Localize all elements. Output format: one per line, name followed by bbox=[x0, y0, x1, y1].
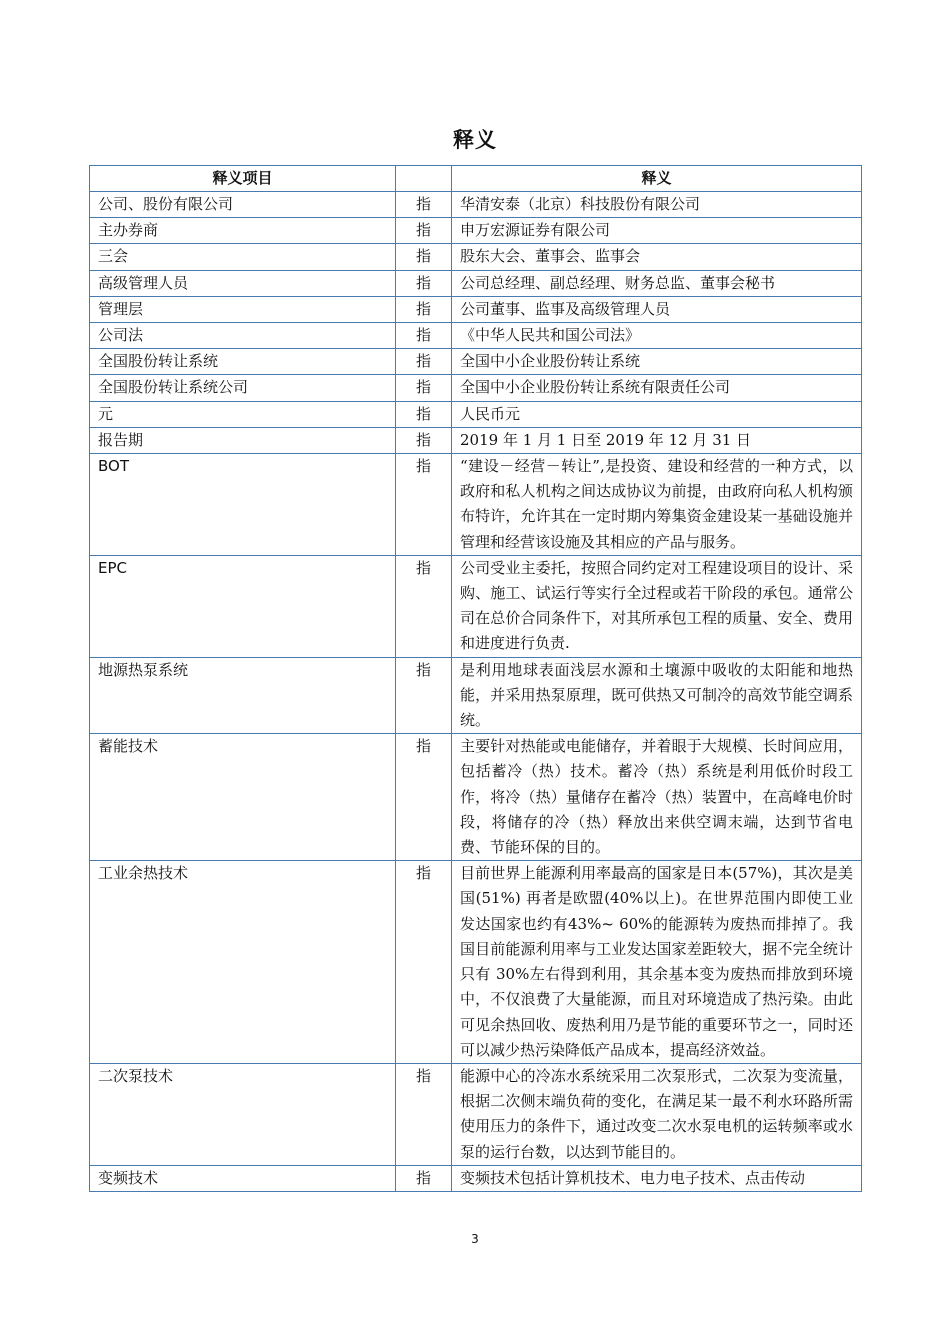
table-row bbox=[90, 349, 862, 375]
zhi-cell: 指 bbox=[396, 192, 452, 218]
page-number: 3 bbox=[471, 1232, 479, 1246]
term-cell: 工业余热技术 bbox=[90, 861, 396, 1064]
definition-cell: “建设－经营－转让”,是投资、建设和经营的一种方式，以政府和私人机构之间达成协议为前提，由政府向私人机构颁布特许，允许其在一定时期内筹集资金建设某一基础设施并管理和经营该设施及其相应的产品与服务。 bbox=[452, 454, 862, 556]
definition-cell: 2019 年 1 月 1 日至 2019 年 12 月 31 日 bbox=[452, 427, 862, 453]
table-row bbox=[90, 218, 862, 244]
term-cell: 主办券商 bbox=[90, 218, 396, 244]
term-cell: EPC bbox=[90, 555, 396, 657]
header-definition: 释义 bbox=[452, 166, 862, 192]
definition-cell: 公司总经理、副总经理、财务总监、董事会秘书 bbox=[452, 270, 862, 296]
table-header-row bbox=[90, 166, 862, 192]
table-row bbox=[90, 454, 862, 556]
definition-cell: 公司受业主委托，按照合同约定对工程建设项目的设计、采购、施工、试运行等实行全过程或若干阶段的承包。通常公司在总价合同条件下，对其所承包工程的质量、安全、费用和进度进行负责. bbox=[452, 555, 862, 657]
definitions-table bbox=[89, 165, 862, 1192]
table-row bbox=[90, 1165, 862, 1191]
definition-cell: 目前世界上能源利用率最高的国家是日本(57%)，其次是美国(51%) 再者是欧盟(40%以上)。在世界范围内即使工业发达国家也约有43%~ 60%的能源转为废热而排掉了。我国目前能源利用率与工业发达国家差距较大，据不完全统计只有 30%左右得到利用，其余基本变为废热而排放到环境中，不仅浪费了大量能源，而且对环境造成了热污染。由此可见余热回收、废热利用乃是节能的重要环节之一，同时还可以减少热污染降低产品成本，提高经济效益。 bbox=[452, 861, 862, 1064]
zhi-cell: 指 bbox=[396, 296, 452, 322]
table-row bbox=[90, 861, 862, 1064]
table-row bbox=[90, 555, 862, 657]
table-row bbox=[90, 401, 862, 427]
definition-cell: 全国中小企业股份转让系统 bbox=[452, 349, 862, 375]
zhi-cell: 指 bbox=[396, 734, 452, 861]
definition-cell: 华清安泰（北京）科技股份有限公司 bbox=[452, 192, 862, 218]
zhi-cell: 指 bbox=[396, 454, 452, 556]
definition-cell: 能源中心的冷冻水系统采用二次泵形式，二次泵为变流量，根据二次侧末端负荷的变化，在满足某一最不利水环路所需使用压力的条件下，通过改变二次水泵电机的运转频率或水泵的运行台数，以达到节能目的。 bbox=[452, 1063, 862, 1165]
header-blank bbox=[396, 166, 452, 192]
definition-cell: 变频技术包括计算机技术、电力电子技术、点击传动 bbox=[452, 1165, 862, 1191]
term-cell: 管理层 bbox=[90, 296, 396, 322]
zhi-cell: 指 bbox=[396, 349, 452, 375]
zhi-cell: 指 bbox=[396, 401, 452, 427]
definition-cell: 申万宏源证券有限公司 bbox=[452, 218, 862, 244]
definition-cell: 主要针对热能或电能储存，并着眼于大规模、长时间应用，包括蓄冷（热）技术。蓄冷（热）系统是利用低价时段工作，将冷（热）量储存在蓄冷（热）装置中，在高峰电价时段，将储存的冷（热）释放出来供空调末端，达到节省电费、节能环保的目的。 bbox=[452, 734, 862, 861]
table-row bbox=[90, 192, 862, 218]
zhi-cell: 指 bbox=[396, 657, 452, 734]
zhi-cell: 指 bbox=[396, 218, 452, 244]
header-term: 释义项目 bbox=[90, 166, 396, 192]
term-cell: 二次泵技术 bbox=[90, 1063, 396, 1165]
term-cell: 报告期 bbox=[90, 427, 396, 453]
term-cell: BOT bbox=[90, 454, 396, 556]
definition-cell: 是利用地球表面浅层水源和土壤源中吸收的太阳能和地热能，并采用热泵原理，既可供热又可制冷的高效节能空调系统。 bbox=[452, 657, 862, 734]
definition-cell: 人民币元 bbox=[452, 401, 862, 427]
definition-cell: 《中华人民共和国公司法》 bbox=[452, 323, 862, 349]
term-cell: 全国股份转让系统公司 bbox=[90, 375, 396, 401]
zhi-cell: 指 bbox=[396, 244, 452, 270]
zhi-cell: 指 bbox=[396, 1165, 452, 1191]
table-row bbox=[90, 427, 862, 453]
term-cell: 全国股份转让系统 bbox=[90, 349, 396, 375]
zhi-cell: 指 bbox=[396, 427, 452, 453]
term-cell: 公司法 bbox=[90, 323, 396, 349]
table-row bbox=[90, 244, 862, 270]
term-cell: 高级管理人员 bbox=[90, 270, 396, 296]
definition-cell: 全国中小企业股份转让系统有限责任公司 bbox=[452, 375, 862, 401]
zhi-cell: 指 bbox=[396, 555, 452, 657]
term-cell: 蓄能技术 bbox=[90, 734, 396, 861]
term-cell: 地源热泵系统 bbox=[90, 657, 396, 734]
table-row bbox=[90, 734, 862, 861]
table-row bbox=[90, 296, 862, 322]
term-cell: 元 bbox=[90, 401, 396, 427]
table-row bbox=[90, 375, 862, 401]
zhi-cell: 指 bbox=[396, 861, 452, 1064]
zhi-cell: 指 bbox=[396, 270, 452, 296]
definition-cell: 股东大会、董事会、监事会 bbox=[452, 244, 862, 270]
page-title: 释义 bbox=[453, 128, 497, 152]
table-row bbox=[90, 270, 862, 296]
term-cell: 变频技术 bbox=[90, 1165, 396, 1191]
zhi-cell: 指 bbox=[396, 375, 452, 401]
zhi-cell: 指 bbox=[396, 323, 452, 349]
table-row bbox=[90, 657, 862, 734]
definition-cell: 公司董事、监事及高级管理人员 bbox=[452, 296, 862, 322]
term-cell: 公司、股份有限公司 bbox=[90, 192, 396, 218]
table-row bbox=[90, 1063, 862, 1165]
table-row bbox=[90, 323, 862, 349]
zhi-cell: 指 bbox=[396, 1063, 452, 1165]
term-cell: 三会 bbox=[90, 244, 396, 270]
